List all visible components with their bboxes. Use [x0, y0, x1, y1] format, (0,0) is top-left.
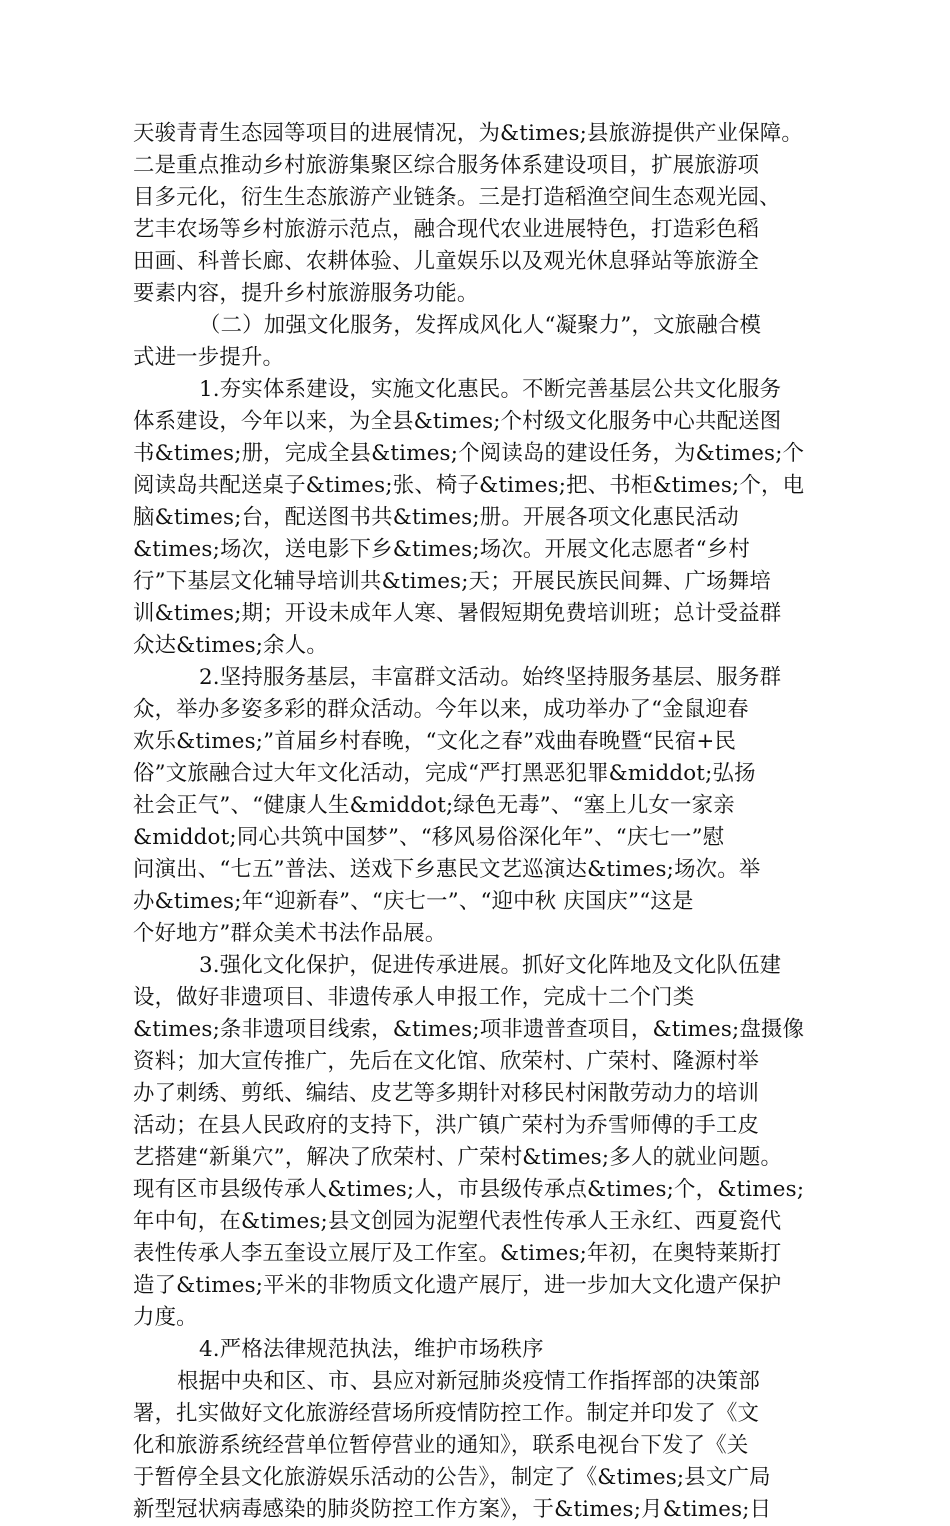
text-line: 艺搭建“新巢穴”，解决了欣荣村、广荣村&times;多人的就业问题。 [133, 1145, 783, 1170]
text-line: 造了&times;平米的非物质文化遗产展厅，进一步加大文化遗产保护 [133, 1273, 782, 1298]
text-line: 于暂停全县文化旅游娱乐活动的公告》，制定了《&times;县文广局 [133, 1465, 771, 1490]
text-line: 个好地方”群众美术书法作品展。 [133, 921, 447, 946]
text-line: 活动；在县人民政府的支持下，洪广镇广荣村为乔雪师傅的手工皮 [133, 1113, 760, 1138]
subsection-heading: 4.严格法律规范执法，维护市场秩序 [199, 1337, 544, 1362]
text-line: 新型冠状病毒感染的肺炎防控工作方案》，于&times;月&times;日 [133, 1497, 772, 1522]
subsection-heading: 1.夯实体系建设，实施文化惠民。不断完善基层公共文化服务 [199, 377, 782, 402]
text-line: &middot;同心共筑中国梦”、“移风易俗深化年”、“庆七一”慰 [133, 825, 725, 850]
text-line: 要素内容，提升乡村旅游服务功能。 [133, 281, 479, 306]
subsection-heading: 3.强化文化保护，促进传承进展。抓好文化阵地及文化队伍建 [199, 953, 782, 978]
text-line: 俗”文旅融合过大年文化活动，完成“严打黑恶犯罪&middot;弘扬 [133, 761, 756, 786]
text-line: 现有区市县级传承人&times;人，市县级传承点&times;个，&times; [133, 1177, 805, 1202]
text-line: 署，扎实做好文化旅游经营场所疫情防控工作。制定并印发了《文 [133, 1401, 760, 1426]
text-line: 表性传承人李五奎设立展厅及工作室。&times;年初，在奥特莱斯打 [133, 1241, 782, 1266]
text-line: 田画、科普长廊、农耕体验、儿童娱乐以及观光休息驿站等旅游全 [133, 249, 760, 274]
text-line: 行”下基层文化辅导培训共&times;天；开展民族民间舞、广场舞培 [133, 569, 771, 594]
text-line: 二是重点推动乡村旅游集聚区综合服务体系建设项目，扩展旅游项 [133, 153, 760, 178]
text-line: 办&times;年“迎新春”、“庆七一”、“迎中秋 庆国庆”“这是 [133, 889, 694, 914]
text-line: 办了刺绣、剪纸、编结、皮艺等多期针对移民村闲散劳动力的培训 [133, 1081, 760, 1106]
document-body [133, 118, 823, 1526]
text-line: 社会正气”、“健康人生&middot;绿色无毒”、“塞上儿女一家亲 [133, 793, 735, 818]
text-line: 脑&times;台，配送图书共&times;册。开展各项文化惠民活动 [133, 505, 739, 530]
text-line: 资料；加大宣传推广，先后在文化馆、欣荣村、广荣村、隆源村举 [133, 1049, 760, 1074]
text-line: 书&times;册，完成全县&times;个阅读岛的建设任务，为&times;个 [133, 441, 805, 466]
text-line: 天骏青青生态园等项目的进展情况，为&times;县旅游提供产业保障。 [133, 121, 803, 146]
text-line: 欢乐&times;”首届乡村春晚，“文化之春”戏曲春晚暨“民宿+民 [133, 729, 737, 754]
text-line: &times;条非遗项目线索，&times;项非遗普查项目，&times;盘摄像 [133, 1017, 805, 1042]
text-line: 众，举办多姿多彩的群众活动。今年以来，成功举办了“金鼠迎春 [133, 697, 749, 722]
text-line: 众达&times;余人。 [133, 633, 328, 658]
text-line: 根据中央和区、市、县应对新冠肺炎疫情工作指挥部的决策部 [177, 1369, 760, 1394]
text-line: 力度。 [133, 1305, 198, 1330]
text-line: &times;场次，送电影下乡&times;场次。开展文化志愿者“乡村 [133, 537, 750, 562]
text-line: 艺丰农场等乡村旅游示范点，融合现代农业进展特色，打造彩色稻 [133, 217, 760, 242]
text-line: 年中旬，在&times;县文创园为泥塑代表性传承人王永红、西夏瓷代 [133, 1209, 782, 1234]
section-heading: （二）加强文化服务，发挥成风化人“凝聚力”，文旅融合模 [199, 313, 762, 338]
text-line: 化和旅游系统经营单位暂停营业的通知》，联系电视台下发了《关 [133, 1433, 749, 1458]
text-line: 体系建设，今年以来，为全县&times;个村级文化服务中心共配送图 [133, 409, 782, 434]
subsection-heading: 2.坚持服务基层，丰富群文活动。始终坚持服务基层、服务群 [199, 665, 782, 690]
text-line: 设，做好非遗项目、非遗传承人申报工作，完成十二个门类 [133, 985, 695, 1010]
text-line: 目多元化，衍生生态旅游产业链条。三是打造稻渔空间生态观光园、 [133, 185, 781, 210]
text-line: 训&times;期；开设未成年人寒、暑假短期免费培训班；总计受益群 [133, 601, 782, 626]
text-line: 阅读岛共配送桌子&times;张、椅子&times;把、书柜&times;个，电 [133, 473, 805, 498]
text-line: 问演出、“七五”普法、送戏下乡惠民文艺巡演达&times;场次。举 [133, 857, 761, 882]
text-line: 式进一步提升。 [133, 345, 285, 370]
